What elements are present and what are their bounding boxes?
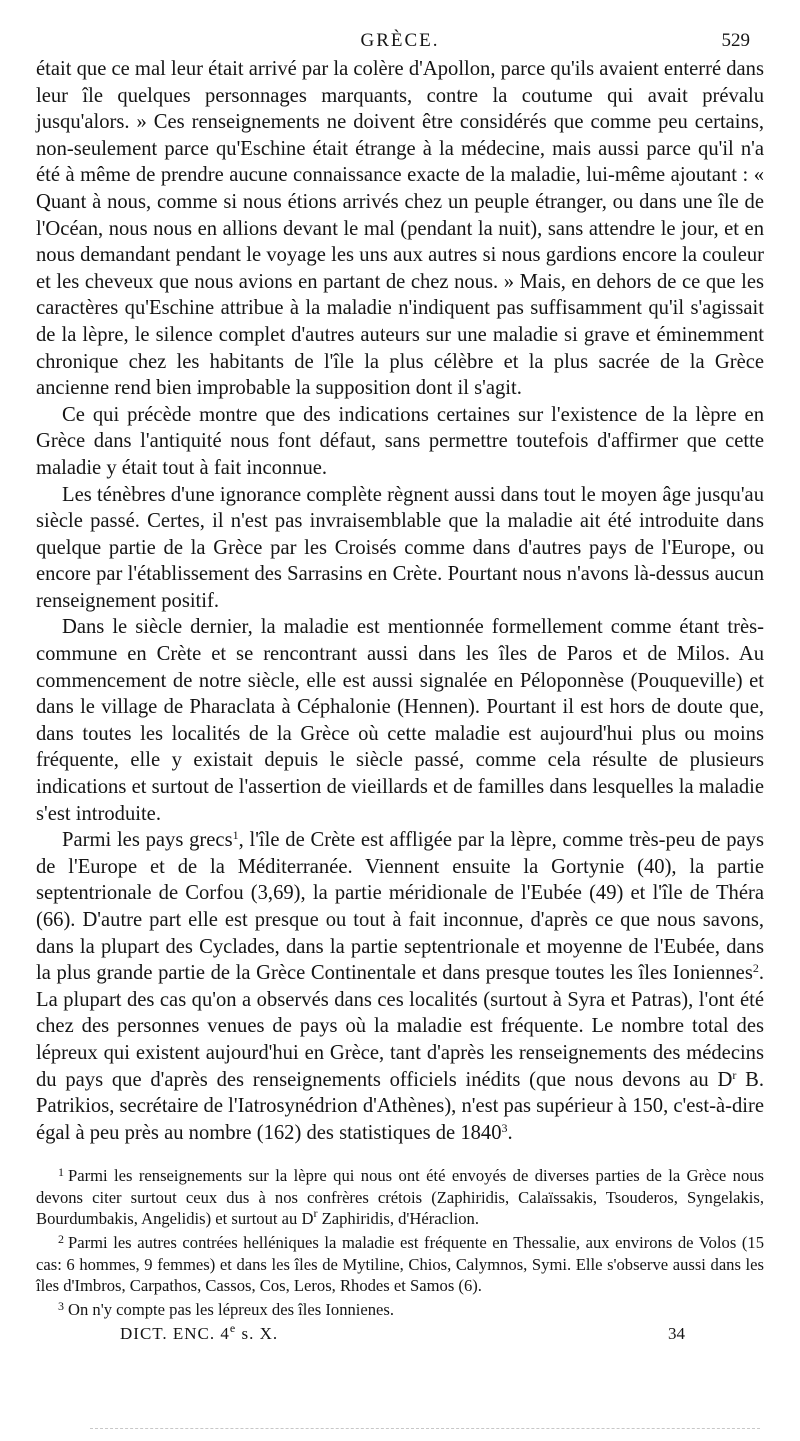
paragraph [36,614,764,827]
text-run: Parmi les renseignements sur la lèpre qui nous ont été envoyés de diverses parties de la Grèce nous devons citer surtout ceux dus à nos confrères crétois (Zaphiridis, Calaïssakis, Tsouderos, Syngelakis, Bourdumbakis, Angelidis) et surtout au D [36,1166,764,1228]
superscript: r [732,1067,737,1082]
body-text [36,56,764,1146]
text-run: B. Patrikios, secrétaire de l'Iatrosynédrion d'Athènes), n'est pas supérieur à 150, c'est-à-dire égal à peu près au nombre (162) des statistiques de 1840 [36,1068,764,1144]
footnote-marker: 3 [58,1299,64,1314]
sheet-footer [36,1322,764,1348]
paragraph [36,402,764,482]
text-run: On n'y compte pas les lépreux des îles Ionnienes. [68,1300,395,1320]
superscript: r [313,1205,318,1220]
superscript: 1 [232,828,239,843]
bottom-rule [90,1428,760,1429]
paragraph [36,56,764,402]
superscript: 2 [752,961,759,976]
paragraph [36,482,764,615]
paragraph [36,827,764,1146]
signature-mark: DICT. ENC. 4e s. X. [120,1321,279,1344]
footnote-marker: 1 [58,1165,64,1180]
superscript: 3 [501,1120,508,1135]
running-header [36,26,764,56]
text-run: Dans le siècle dernier, la maladie est mentionnée formellement comme étant très-commune en Crète et se rencontrant aussi dans les îles de Paros et de Milos. Au commencement de notre siècle, elle est aussi signalée en Péloponnèse (Pouqueville) et dans le village de Pharaclata à Céphalonie (Hennen). Pourtant il est hors de doute que, dans toutes les localités de la Grèce où cette maladie est aujourd'hui plus ou moins fréquente, elle y existait depuis le siècle passé, comme cela résulte de plusieurs indications et surtout de l'assertion de vieillards et de familles dans lesquelles la maladie s'est introduite. [36,616,764,825]
running-title: GRÈCE. [360,30,440,51]
text-run: Ce qui précède montre que des indications certaines sur l'existence de la lèpre en Grèce dans l'antiquité nous font défaut, sans permettre toutefois d'affirmer que cette maladie y était tout à fait inconnue. [36,403,764,479]
text-run: était que ce mal leur était arrivé par la colère d'Apollon, parce qu'ils avaient enterré dans leur île quelques personnages marquants, contre la coutume qui avait prévalu jusqu'alors. » Ces renseignements ne doivent être considérés que comme peu certains, non-seulement parce qu'Eschine était étrange à la médecine, mais aussi parce qu'il n'a été à même de prendre aucune connaissance exacte de la maladie, lui-même ajoutant : « Quant à nous, comme si nous étions arrivés chez un peuple étranger, ou dans une île de l'Océan, nous nous en allions devant le mal (pendant la nuit), sans attendre le jour, et en nous demandant pendant le voyage les uns aux autres si nous gardions encore la couleur et les cheveux que nous avions en partant de chez nous. » Mais, en dehors de ce que les caractères qu'Eschine attribue à la maladie n'indiquent pas suffisamment qu'il s'agissait de la lèpre, le silence complet d'autres auteurs sur une maladie si grave et éminemment chronique chez les habitants de l'île la plus célèbre et la plus sacrée de la Grèce ancienne rend bien improbable la supposition dont il s'agit. [36,58,764,400]
footnotes [36,1162,764,1320]
footnote-marker: 2 [58,1232,64,1247]
sheet-number: 34 [668,1324,685,1344]
text-run: Parmi les autres contrées helléniques la maladie est fréquente en Thessalie, aux environs de Volos (15 cas: 6 hommes, 9 femmes) et dans les îles de Mytiline, Chios, Calymnos, Symi. Elle s'observe aussi dans les îles d'Imbros, Carpathos, Cassos, Cos, Leros, Rhodes et Samos (6). [36,1233,764,1295]
footnote [36,1162,764,1229]
text-run: . [507,1121,513,1144]
page-number: 529 [721,30,750,51]
footnote [36,1296,764,1320]
footnote [36,1229,764,1296]
text-run: Zaphiridis, d'Héraclion. [317,1208,479,1228]
text-run: , l'île de Crète est affligée par la lèpre, comme très-peu de pays de l'Europe et de la Méditerranée. Viennent ensuite la Gortynie (40), la partie septentrionale de Corfou (3,69), la partie méridionale de l'Eubée (49) et l'île de Théra (66). D'autre part elle est presque ou tout à fait inconnue, d'après ce que nous savons, dans la plupart des Cyclades, dans la partie septentrionale et moyenne de l'Eubée, dans la plus grande partie de la Grèce Continentale et dans presque toutes les îles Ioniennes [36,829,764,985]
page [36,26,764,1348]
text-run: . La plupart des cas qu'on a observés dans ces localités (surtout à Syra et Patras), l'ont été chez des personnes venues de pays où la maladie est fréquente. Le nombre total des lépreux qui existent aujourd'hui en Grèce, tant d'après les renseignements des médecins du pays que d'après des renseignements officiels inédits (que nous devons au D [36,962,764,1091]
text-run: Parmi les pays grecs [62,829,233,852]
text-run: Les ténèbres d'une ignorance complète règnent aussi dans tout le moyen âge jusqu'au siècle passé. Certes, il n'est pas invraisemblable que la maladie ait été introduite dans quelque partie de la Grèce par les Croisés comme dans d'autres pays de l'Europe, ou encore par l'établissement des Sarrasins en Crète. Pourtant nous n'avons là-dessus aucun renseignement positif. [36,483,764,612]
